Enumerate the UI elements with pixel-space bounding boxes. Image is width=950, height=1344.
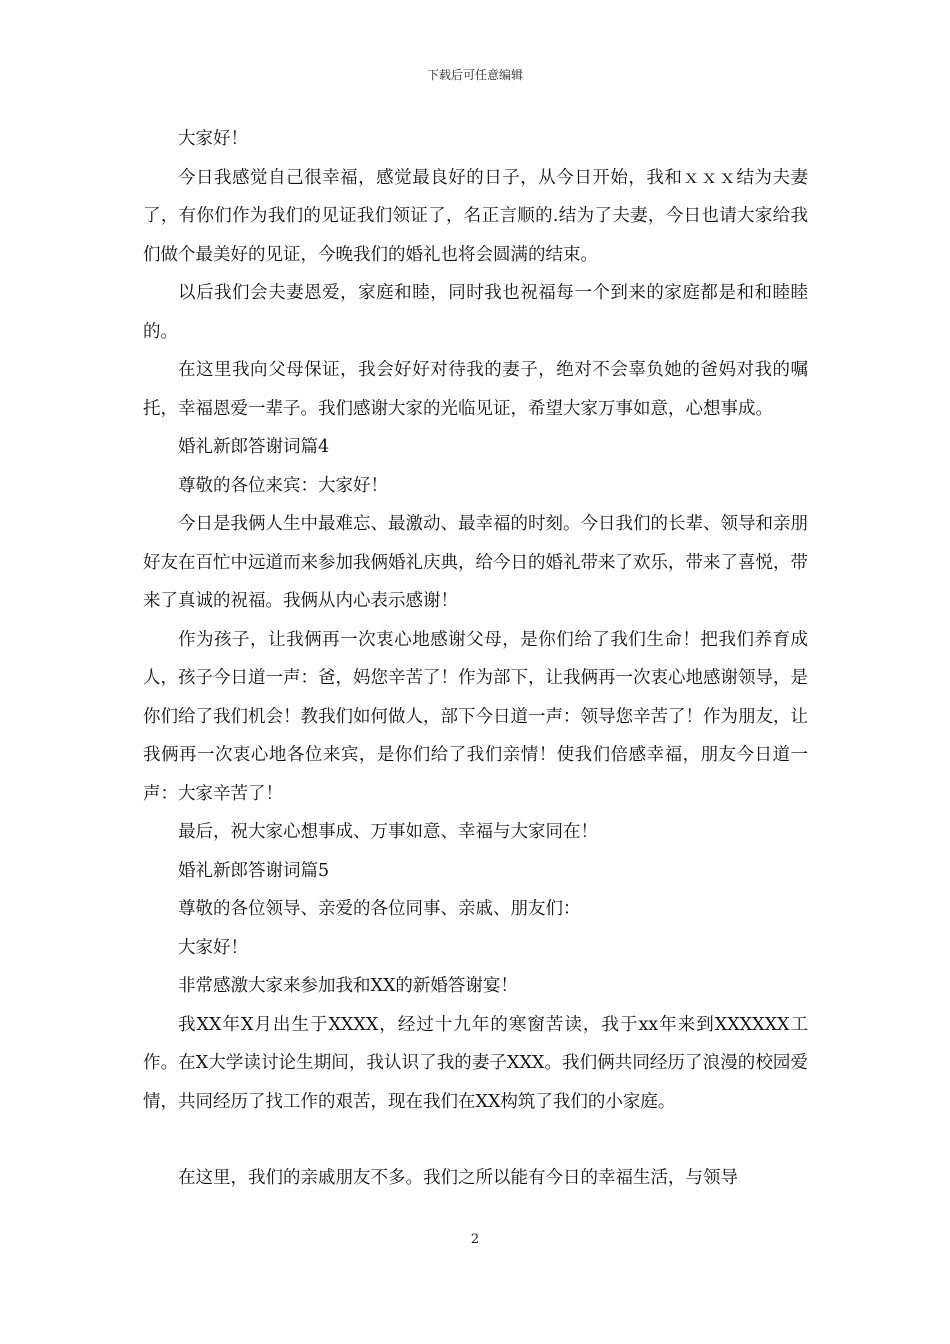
paragraph: 在这里我向父母保证，我会好好对待我的妻子，绝对不会辜负她的爸妈对我的嘱托，幸福恩爱一辈子。我们感谢大家的光临见证，希望大家万事如意，心想事成。 — [143, 360, 808, 419]
paragraph: 今日我感觉自己很幸福，感觉最良好的日子，从今日开始，我和ｘｘｘ结为夫妻了，有你们作为我们的见证我们领证了，名正言顺的.结为了夫妻，今日也请大家给我们做个最美好的见证，今晚我们的婚礼也将会圆满的结束。 — [143, 167, 808, 265]
paragraph: 今日是我俩人生中最难忘、最激动、最幸福的时刻。今日我们的长辈、领导和亲朋好友在百忙中远道而来参加我俩婚礼庆典，给今日的婚礼带来了欢乐，带来了喜悦，带来了真诚的祝福。我俩从内心表示感谢！ — [143, 514, 808, 611]
paragraph: 大家好！ — [178, 937, 248, 958]
paragraph: 尊敬的各位领导、亲爱的各位同事、亲戚、朋友们： — [178, 899, 581, 919]
paragraph: 非常感激大家来参加我和XX的新婚答谢宴！ — [178, 976, 518, 996]
paragraph: 我XX年X月出生于XXXX，经过十九年的寒窗苦读，我于xx年来到XXXXXX工作。在X大学读讨论生期间，我认识了我的妻子XXX。我们俩共同经历了浪漫的校园爱情，共同经历了找工作的艰苦，现在我们在XX构筑了我们的小家庭。 — [143, 1014, 808, 1112]
paragraph: 在这里，我们的亲戚朋友不多。我们之所以能有今日的幸福生活，与领导 — [178, 1168, 738, 1188]
page-number: 2 — [470, 1232, 480, 1247]
section-heading: 婚礼新郎答谢词篇4 — [178, 437, 330, 457]
paragraph: 以后我们会夫妻恩爱，家庭和睦，同时我也祝福每一个到来的家庭都是和和睦睦的。 — [143, 283, 808, 342]
paragraph: 最后，祝大家心想事成、万事如意、幸福与大家同在！ — [178, 822, 598, 842]
page-header: 下载后可任意编辑 — [426, 68, 523, 82]
section-heading: 婚礼新郎答谢词篇5 — [178, 860, 330, 881]
document-body — [143, 120, 808, 1198]
blank-line — [143, 1121, 808, 1159]
paragraph: 作为孩子，让我俩再一次衷心地感谢父母，是你们给了我们生命！把我们养育成人，孩子今日道一声：爸，妈您辛苦了！作为部下，让我俩再一次衷心地感谢领导，是你们给了我们机会！教我们如何做人，部下今日道一声：领导您辛苦了！作为朋友，让我俩再一次衷心地各位来宾，是你们给了我们亲情！使我们倍感幸福，朋友今日道一声：大家辛苦了！ — [143, 629, 808, 804]
paragraph: 大家好！ — [178, 129, 248, 149]
paragraph: 尊敬的各位来宾：大家好！ — [178, 475, 388, 496]
